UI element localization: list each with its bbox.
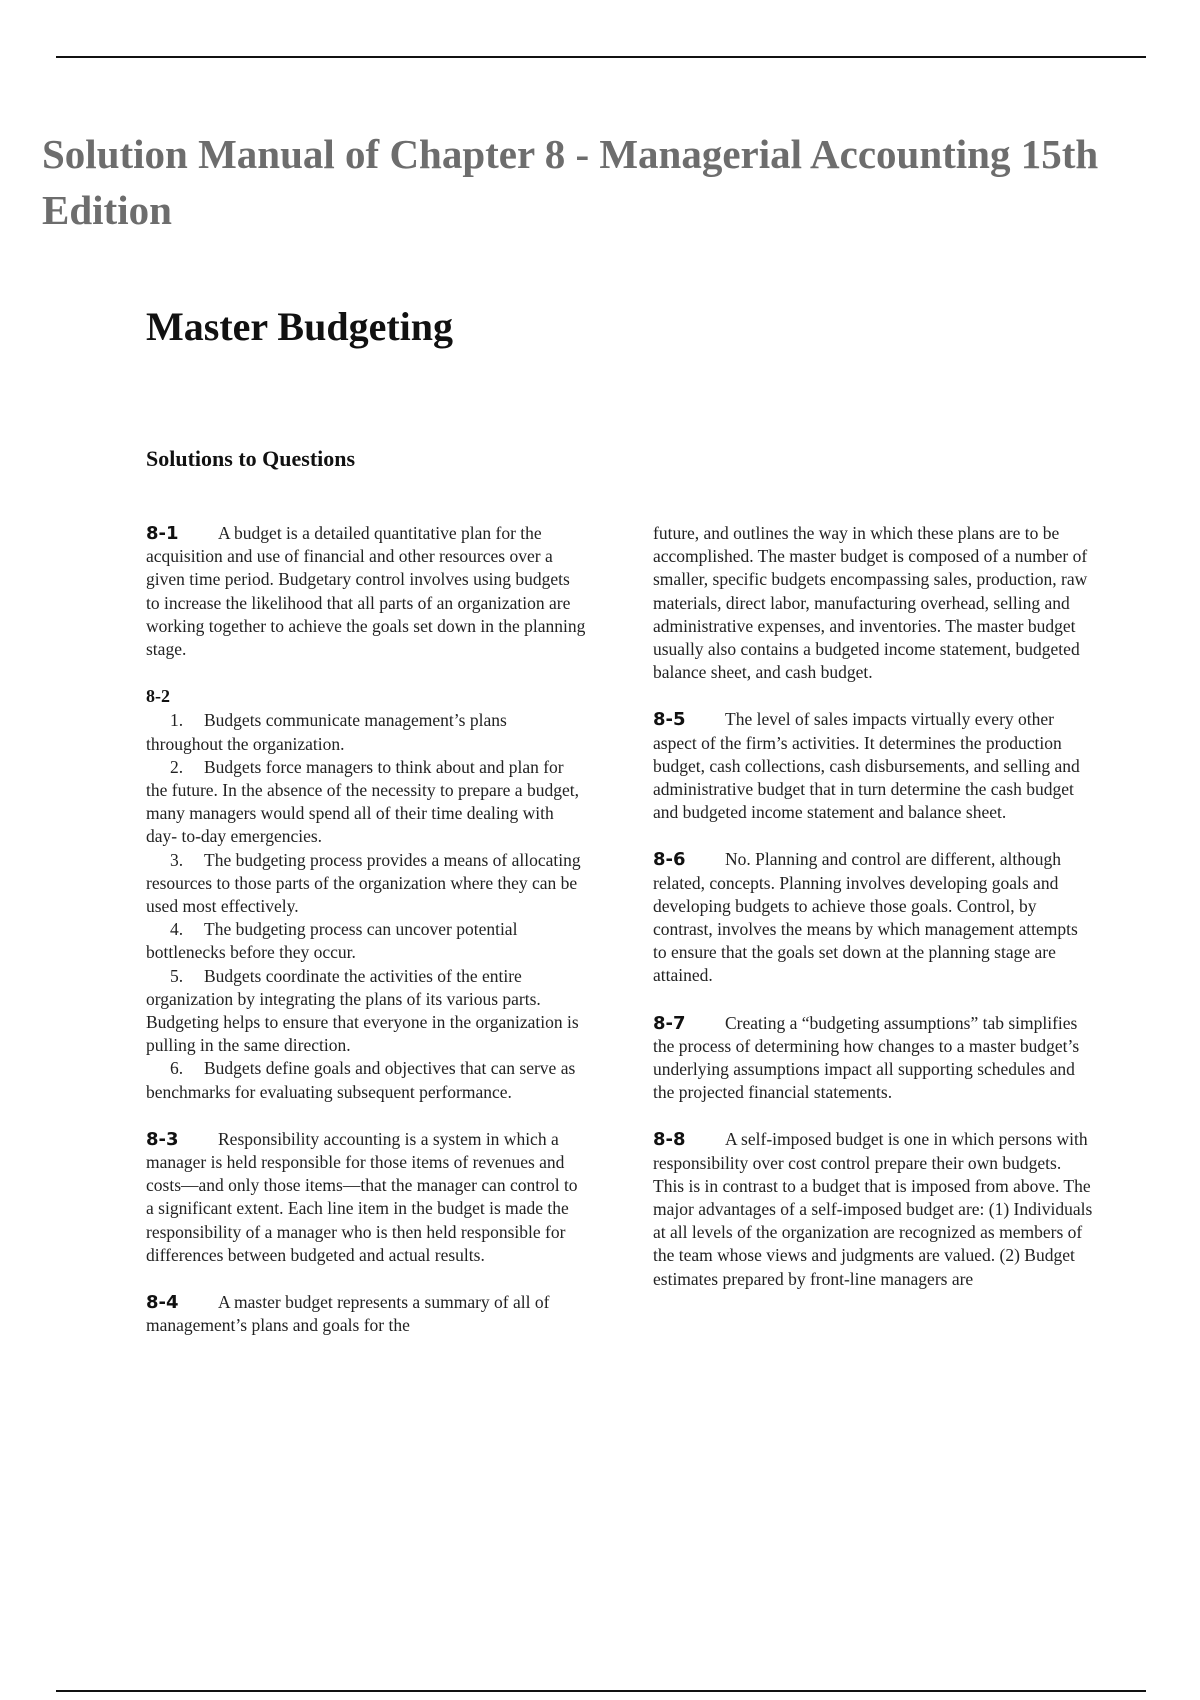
answer-text: Creating a “budgeting assumptions” tab simplifies the process of determining how changes to a master budget’s underlying assumptions impact all supporting schedules and the projected financial statements. (653, 1012, 1080, 1103)
question-8-2 (146, 685, 586, 1104)
document-title: Solution Manual of Chapter 8 - Managerial Accounting 15th Edition (42, 131, 1099, 233)
question-8-1 (146, 522, 586, 661)
question-number: 8-2 (146, 686, 170, 707)
right-column (653, 522, 1093, 1315)
list-item-text: Budgets coordinate the activities of the entire organization by integrating the plans of its various parts. Budgeting helps to ensure that everyone in the organization is pulling in the same direction. (146, 965, 579, 1056)
question-8-5 (653, 708, 1093, 824)
answer-text: A self-imposed budget is one in which persons with responsibility over cost control prepare their own budgets. This is in contrast to a budget that is imposed from above. The major advantages of a self-imposed budget are: (1) Individuals at all levels of the organization are recognized as members of the team whose views and judgments are valued. (2) Budget estimates prepared by front-line managers are (653, 1129, 1093, 1289)
list-item-text: The budgeting process provides a means of allocating resources to those parts of the organization where they can be used most effectively. (146, 849, 581, 917)
question-number: 8-3 (146, 1128, 179, 1150)
question-8-3 (146, 1128, 586, 1267)
answer-text: A budget is a detailed quantitative plan for the acquisition and use of financial and other resources over a given time period. Budgetary control involves using budgets to increase the likelihood that all parts of an organization are working together to achieve the goals set down in the planning stage. (146, 523, 586, 660)
question-number: 8-6 (653, 849, 686, 871)
section-title: Solutions to Questions (146, 446, 356, 471)
question-number: 8-7 (653, 1012, 686, 1034)
left-column (146, 522, 586, 1362)
list-item (146, 709, 586, 755)
question-8-7 (653, 1012, 1093, 1105)
list-item-text: The budgeting process can uncover potential bottlenecks before they occur. (146, 919, 518, 963)
list-item (146, 756, 586, 849)
answer-text: Responsibility accounting is a system in which a manager is held responsible for those items of revenues and costs—and only those items—that the manager can control to a significant extent. Each line item in the budget is made the responsibility of a manager who is then held responsible for differences between budgeted and actual results. (146, 1128, 578, 1265)
list-item (146, 918, 586, 964)
question-number: 8-1 (146, 523, 179, 544)
top-rule (56, 56, 1146, 58)
question-8-4-continued: future, and outlines the way in which these plans are to be accomplished. The master budget is composed of a number of smaller, specific budgets encompassing sales, production, raw materials, direct labor, manufacturing overhead, selling and administrative expenses, and inventories. The master budget usually also contains a budgeted income statement, budgeted balance sheet, and cash budget. (653, 523, 1088, 683)
list-item (146, 965, 586, 1058)
bottom-rule (56, 1690, 1146, 1692)
list-item-text: Budgets force managers to think about and plan for the future. In the absence of the necessity to prepare a budget, many managers would spend all of their time dealing with day- to-day emergencies. (146, 756, 579, 847)
list-item (146, 1057, 586, 1103)
question-8-4 (146, 1291, 586, 1337)
answer-text: No. Planning and control are different, although related, concepts. Planning involves developing goals and developing budgets to achieve those goals. Control, by contrast, involves the means by which management attempts to ensure that the goals set down at the planning stage are attained. (653, 849, 1078, 986)
question-8-8 (653, 1128, 1093, 1290)
answer-text: A master budget represents a summary of all of management’s plans and goals for the (146, 1292, 550, 1336)
list-item-number: 1. (170, 710, 184, 731)
list-item-number: 3. (170, 849, 184, 870)
list-item (146, 849, 586, 919)
list-item-number: 5. (170, 965, 184, 986)
list-item-number: 6. (170, 1058, 184, 1079)
list-item-number: 2. (170, 756, 184, 777)
list-item-text: Budgets define goals and objectives that can serve as benchmarks for evaluating subsequent performance. (146, 1058, 576, 1102)
question-8-6 (653, 848, 1093, 987)
question-number: 8-5 (653, 709, 686, 731)
question-number: 8-4 (146, 1292, 179, 1314)
list-item-number: 4. (170, 919, 184, 940)
chapter-title: Master Budgeting (146, 304, 454, 349)
list-item-text: Budgets communicate management’s plans throughout the organization. (146, 710, 507, 754)
answer-text: The level of sales impacts virtually every other aspect of the firm’s activities. It determines the production budget, cash collections, cash disbursements, and selling and administrative budget that in turn determine the cash budget and budgeted income statement and balance sheet. (653, 709, 1080, 823)
question-number: 8-8 (653, 1129, 686, 1151)
